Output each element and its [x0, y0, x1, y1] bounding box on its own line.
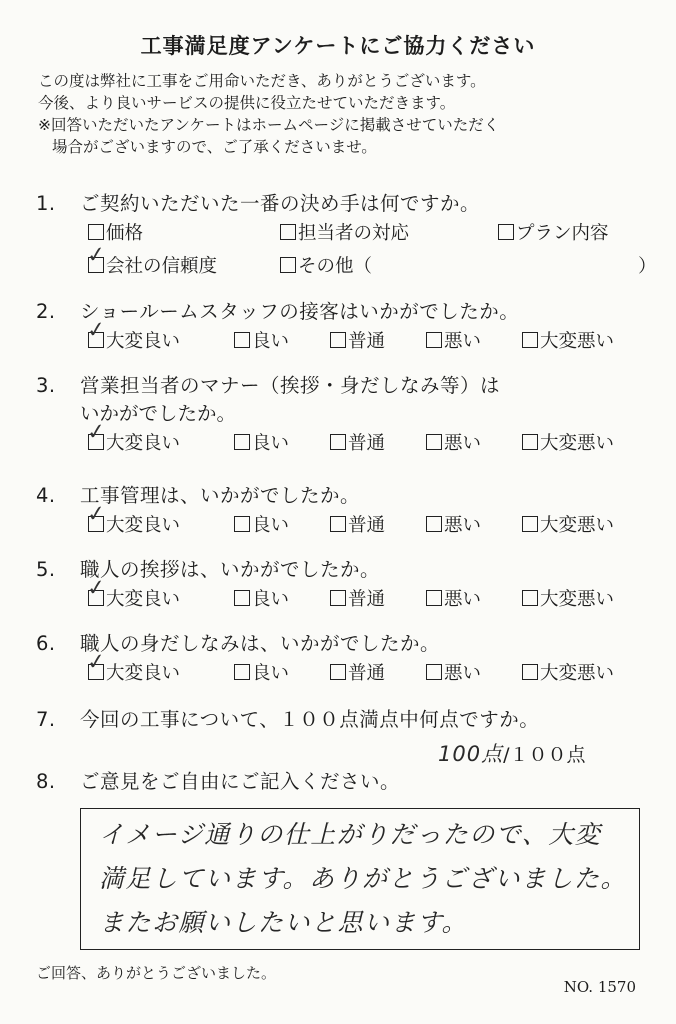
options-row: [88, 219, 609, 249]
option-very-bad[interactable]: 大変悪い: [522, 511, 614, 537]
question-text: ショールームスタッフの接客はいかがでしたか。: [80, 300, 520, 323]
thank-you-footer: ご回答、ありがとうございました。: [36, 964, 277, 982]
checkbox[interactable]: [85, 419, 107, 450]
question-8: [36, 766, 400, 794]
checkbox[interactable]: [85, 501, 107, 532]
checkbox[interactable]: [330, 516, 346, 532]
option-price[interactable]: 価格: [88, 219, 143, 245]
option-plan[interactable]: プラン内容: [498, 219, 609, 245]
option-average[interactable]: 普通: [330, 511, 385, 537]
option-average[interactable]: 普通: [330, 659, 385, 685]
intro-text: [38, 70, 499, 158]
option-very-good[interactable]: ✓ 大変良い: [85, 501, 181, 536]
option-good[interactable]: 良い: [234, 511, 289, 537]
option-very-good[interactable]: ✓ 大変良い: [85, 317, 181, 352]
checkbox[interactable]: [234, 434, 250, 450]
intro-line: 今後、より良いサービスの提供に役立たせていただきます。: [38, 94, 456, 112]
rating-options: [85, 501, 615, 541]
option-very-bad[interactable]: 大変悪い: [522, 585, 614, 611]
score-suffix: /１００点: [503, 744, 586, 766]
question-text: ご契約いただいた一番の決め手は何ですか。: [80, 192, 481, 215]
checkbox[interactable]: [88, 224, 104, 240]
question-number: 5.: [36, 558, 56, 581]
form-title: 工事満足度アンケートにご協力ください: [140, 34, 536, 58]
question-text: 今回の工事について、１００点満点中何点ですか。: [80, 708, 540, 731]
checkbox[interactable]: [85, 649, 107, 680]
check-mark-icon: ✓: [85, 242, 107, 269]
option-very-bad[interactable]: 大変悪い: [522, 327, 614, 353]
serial-number: NO. 1570: [563, 978, 636, 996]
checkbox[interactable]: [85, 575, 107, 606]
checkbox[interactable]: [522, 590, 538, 606]
checkbox[interactable]: [280, 257, 296, 273]
question-text: 職人の身だしなみは、いかがでしたか。: [80, 632, 441, 655]
question-number: 4.: [36, 484, 56, 507]
checkbox[interactable]: [280, 224, 296, 240]
question-number: 7.: [36, 708, 56, 731]
option-other[interactable]: その他（: [280, 252, 372, 278]
checkbox[interactable]: [234, 590, 250, 606]
question-number: 8.: [36, 770, 56, 793]
checkbox[interactable]: [522, 516, 538, 532]
check-mark-icon: ✓: [85, 419, 107, 446]
option-good[interactable]: 良い: [234, 327, 289, 353]
question-number: 6.: [36, 632, 56, 655]
rating-options: [85, 317, 615, 357]
question-5: [36, 554, 615, 615]
checkbox[interactable]: [85, 317, 107, 348]
checkbox[interactable]: [234, 664, 250, 680]
comment-line: イメージ通りの仕上がりだったので、大変: [99, 820, 602, 849]
checkbox[interactable]: [85, 242, 107, 273]
checkbox[interactable]: [498, 224, 514, 240]
question-7: [36, 704, 539, 732]
option-good[interactable]: 良い: [234, 585, 289, 611]
option-average[interactable]: 普通: [330, 327, 385, 353]
check-mark-icon: ✓: [85, 501, 107, 528]
question-6: [36, 628, 615, 689]
option-good[interactable]: 良い: [234, 659, 289, 685]
question-1: [36, 188, 657, 282]
question-number: 3.: [36, 374, 56, 397]
intro-line: この度は弊社に工事をご用命いただき、ありがとうございます。: [38, 72, 486, 90]
score-answer: [438, 738, 586, 768]
handwritten-score: 100点: [438, 742, 504, 766]
option-very-good[interactable]: ✓ 大変良い: [85, 649, 181, 684]
rating-options: [85, 575, 615, 615]
checkbox[interactable]: [234, 516, 250, 532]
check-mark-icon: ✓: [85, 317, 107, 344]
check-mark-icon: ✓: [85, 649, 107, 676]
checkbox[interactable]: [330, 332, 346, 348]
question-text: 工事管理は、いかがでしたか。: [80, 484, 361, 507]
question-number: 2.: [36, 300, 56, 323]
option-good[interactable]: 良い: [234, 429, 289, 455]
option-bad[interactable]: 悪い: [426, 429, 481, 455]
question-text: 職人の挨拶は、いかがでしたか。: [80, 558, 381, 581]
comment-line: またお願いしたいと思います。: [99, 908, 469, 937]
question-3: [36, 370, 615, 459]
question-2: [36, 296, 615, 357]
checkbox[interactable]: [426, 664, 442, 680]
option-average[interactable]: 普通: [330, 585, 385, 611]
option-bad[interactable]: 悪い: [426, 585, 481, 611]
option-other-close: ）: [638, 256, 657, 277]
option-average[interactable]: 普通: [330, 429, 385, 455]
checkbox[interactable]: [426, 516, 442, 532]
question-text-cont: いかがでしたか。: [80, 402, 237, 425]
question-4: [36, 480, 615, 541]
option-very-bad[interactable]: 大変悪い: [522, 659, 614, 685]
intro-line: ※回答いただいたアンケートはホームページに掲載させていただく: [38, 116, 500, 134]
option-bad[interactable]: 悪い: [426, 511, 481, 537]
option-bad[interactable]: 悪い: [426, 659, 481, 685]
checkbox[interactable]: [234, 332, 250, 348]
checkbox[interactable]: [426, 590, 442, 606]
checkbox[interactable]: [522, 332, 538, 348]
checkbox[interactable]: [330, 434, 346, 450]
option-bad[interactable]: 悪い: [426, 327, 481, 353]
check-mark-icon: ✓: [85, 575, 107, 602]
checkbox[interactable]: [426, 332, 442, 348]
question-text: 営業担当者のマナー（挨拶・身だしなみ等）は: [80, 374, 501, 397]
options-row: [85, 242, 657, 282]
option-company-trust[interactable]: ✓ 会社の信頼度: [85, 242, 218, 277]
question-number: 1.: [36, 192, 56, 215]
question-text: ご意見をご自由にご記入ください。: [80, 770, 401, 793]
comment-line: 満足しています。ありがとうございました。: [99, 864, 628, 893]
rating-options: [85, 419, 615, 459]
option-very-bad[interactable]: 大変悪い: [522, 429, 614, 455]
rating-options: [85, 649, 615, 689]
option-very-good[interactable]: ✓ 大変良い: [85, 419, 181, 454]
checkbox[interactable]: [330, 664, 346, 680]
checkbox[interactable]: [330, 590, 346, 606]
checkbox[interactable]: [522, 664, 538, 680]
comment-box[interactable]: [80, 808, 640, 950]
checkbox[interactable]: [426, 434, 442, 450]
intro-line: 場合がございますので、ご了承くださいませ。: [52, 138, 377, 156]
option-staff-response[interactable]: 担当者の対応: [280, 219, 409, 245]
option-very-good[interactable]: ✓ 大変良い: [85, 575, 181, 610]
checkbox[interactable]: [522, 434, 538, 450]
